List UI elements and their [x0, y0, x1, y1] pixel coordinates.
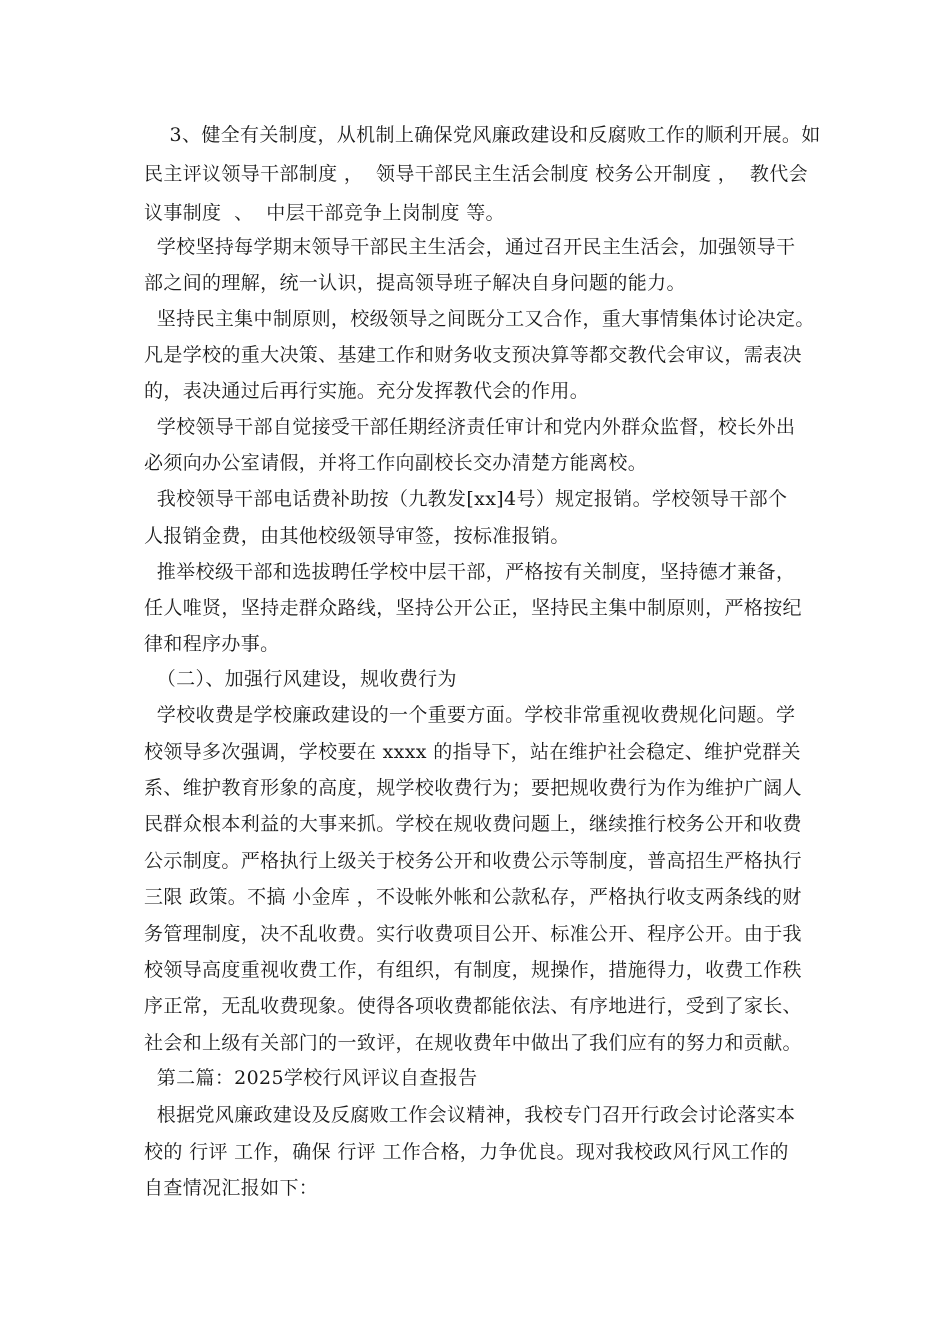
text-line: 自查情况汇报如下：	[144, 1177, 319, 1199]
text-line: 校的 行评 工作，确保 行评 工作合格，力争优良。现对我校政风行风工作的	[144, 1141, 789, 1163]
text-line: 我校领导干部电话费补助按（九教发[xx]4号）规定报销。学校领导干部个	[144, 488, 788, 510]
text-line: 人报销金费，由其他校级领导审签，按标准报销。	[144, 525, 570, 547]
text-line: 校领导多次强调，学校要在 xxxx 的指导下，站在维护社会稳定、维护党群关	[144, 741, 801, 763]
text-line: 校领导高度重视收费工作，有组织，有制度，规操作，措施得力，收费工作秩	[144, 959, 802, 981]
text-line: 必须向办公室请假，并将工作向副校长交办清楚方能离校。	[144, 452, 648, 474]
text-line: 3、健全有关制度，从机制上确保党风廉政建设和反腐败工作的顺利开展。如	[144, 124, 821, 146]
text-line: 凡是学校的重大决策、基建工作和财务收支预决算等都交教代会审议，需表决	[144, 344, 802, 366]
text-line: 务管理制度，决不乱收费。实行收费项目公开、标准公开、程序公开。由于我	[144, 923, 802, 945]
section-heading: （二）、加强行风建设，规收费行为	[144, 668, 457, 690]
text-line: 学校收费是学校廉政建设的一个重要方面。学校非常重视收费规化问题。学	[144, 704, 796, 726]
section-heading: 第二篇：2025学校行风评议自查报告	[144, 1067, 478, 1089]
text-line: 推举校级干部和选拔聘任学校中层干部，严格按有关制度，坚持德才兼备，	[144, 561, 796, 583]
text-line: 系、维护教育形象的高度，规学校收费行为；要把规收费行为作为维护广阔人	[144, 777, 802, 799]
text-line: 民群众根本利益的大事来抓。学校在规收费问题上，继续推行校务公开和收费	[144, 813, 802, 835]
text-line: 任人唯贤，坚持走群众路线，坚持公开公正，坚持民主集中制原则，严格按纪	[144, 597, 802, 619]
text-line: 序正常，无乱收费现象。使得各项收费都能依法、有序地进行，受到了家长、	[144, 995, 802, 1017]
text-line: 学校坚持每学期末领导干部民主生活会，通过召开民主生活会，加强领导干	[144, 236, 796, 258]
text-line: 议事制度 、 中层干部竞争上岗制度 等。	[144, 202, 505, 224]
text-line: 学校领导干部自觉接受干部任期经济责任审计和党内外群众监督，校长外出	[144, 416, 796, 438]
text-line: 民主评议领导干部制度 ， 领导干部民主生活会制度 校务公开制度 ， 教代会	[144, 163, 808, 185]
text-line: 三限 政策。不搞 小金库 ，不设帐外帐和公款私存，严格执行收支两条线的财	[144, 886, 802, 908]
text-line: 公示制度。严格执行上级关于校务公开和收费公示等制度，普高招生严格执行	[144, 850, 802, 872]
text-line: 社会和上级有关部门的一致评，在规收费年中做出了我们应有的努力和贡献。	[144, 1032, 802, 1054]
text-line: 的，表决通过后再行实施。充分发挥教代会的作用。	[144, 380, 590, 402]
text-line: 部之间的理解，统一认识，提高领导班子解决自身问题的能力。	[144, 272, 686, 294]
text-line: 坚持民主集中制原则，校级领导之间既分工又合作，重大事情集体讨论决定。	[144, 308, 815, 330]
text-line: 根据党风廉政建设及反腐败工作会议精神，我校专门召开行政会讨论落实本	[144, 1104, 796, 1126]
text-line: 律和程序办事。	[144, 633, 280, 655]
